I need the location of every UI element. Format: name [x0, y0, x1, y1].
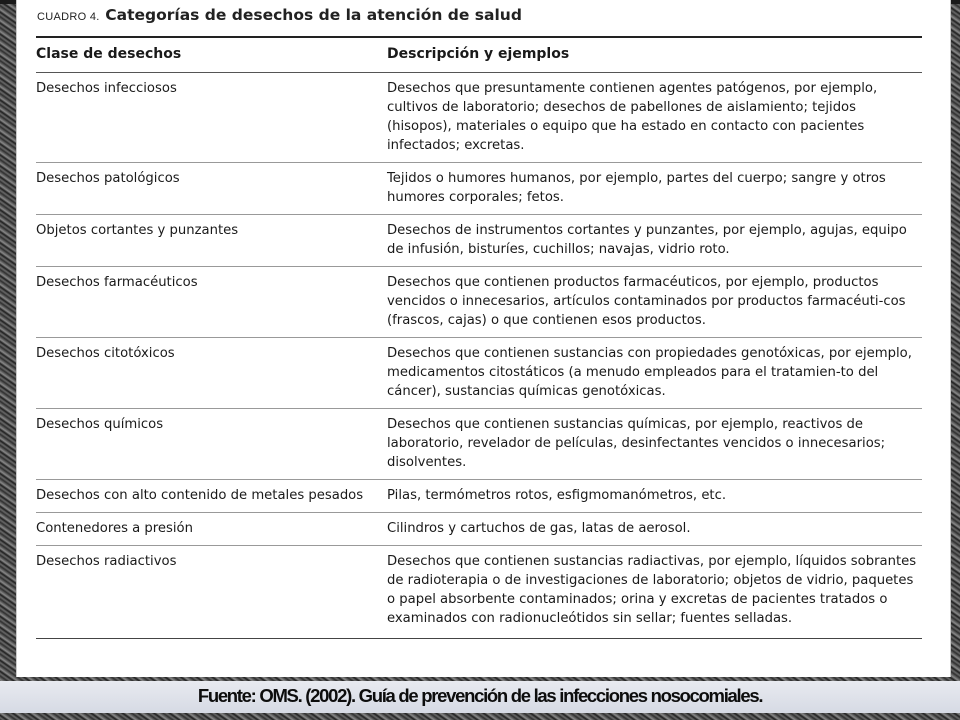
- header-clase: Clase de desechos: [36, 37, 387, 73]
- row-descripcion: Pilas, termómetros rotos, esfigmomanómetros, etc.: [387, 480, 922, 513]
- table-header-row: [36, 37, 922, 73]
- row-clase: Contenedores a presión: [36, 513, 387, 546]
- row-clase: Desechos radiactivos: [36, 546, 387, 639]
- row-clase: Desechos químicos: [36, 409, 387, 480]
- table-row: [36, 338, 922, 409]
- row-descripcion: Desechos que presuntamente contienen agentes patógenos, por ejemplo, cultivos de laboratorio; desechos de pabellones de aislamiento; tejidos (hisopos), materiales o equipo que ha estado en contacto con pacientes infectados; excretas.: [387, 73, 922, 163]
- source-citation: Fuente: OMS. (2002). Guía de prevención de las infecciones nosocomiales.: [197, 685, 763, 706]
- table-row: [36, 513, 922, 546]
- table-row: [36, 215, 922, 267]
- table-row: [36, 546, 922, 639]
- table-row: [36, 73, 922, 163]
- table-caption: [37, 6, 522, 24]
- row-descripcion: Cilindros y cartuchos de gas, latas de aerosol.: [387, 513, 922, 546]
- header-descripcion: Descripción y ejemplos: [387, 37, 922, 73]
- waste-categories-table: [36, 36, 922, 639]
- row-clase: Objetos cortantes y punzantes: [36, 215, 387, 267]
- row-clase: Desechos patológicos: [36, 163, 387, 215]
- row-descripcion: Desechos que contienen sustancias radiactivas, por ejemplo, líquidos sobrantes de radioterapia o de investigaciones de laboratorio; objetos de vidrio, paquetes o papel absorbente contaminados; orina y excretas de pacientes tratados o examinados con radionucleótidos sin sellar; fuentes selladas.: [387, 546, 922, 639]
- caption-label: CUADRO 4.: [37, 11, 100, 23]
- row-descripcion: Desechos que contienen sustancias con propiedades genotóxicas, por ejemplo, medicamentos citostáticos (a menudo empleados para el tratamien-to del cáncer), sustancias químicas genotóxicas.: [387, 338, 922, 409]
- table-row: [36, 267, 922, 338]
- row-descripcion: Desechos que contienen sustancias químicas, por ejemplo, reactivos de laboratorio, revelador de películas, desinfectantes vencidos o innecesarios; disolventes.: [387, 409, 922, 480]
- table-row: [36, 480, 922, 513]
- row-clase: Desechos farmacéuticos: [36, 267, 387, 338]
- table-row: [36, 163, 922, 215]
- row-descripcion: Desechos de instrumentos cortantes y punzantes, por ejemplo, agujas, equipo de infusión, bisturíes, cuchillos; navajas, vidrio roto.: [387, 215, 922, 267]
- document-page: [16, 0, 951, 677]
- row-descripcion: Desechos que contienen productos farmacéuticos, por ejemplo, productos vencidos o innecesarios, artículos contaminados por productos farmacéuti-cos (frascos, cajas) o que contienen esos productos.: [387, 267, 922, 338]
- row-clase: Desechos infecciosos: [36, 73, 387, 163]
- row-clase: Desechos citotóxicos: [36, 338, 387, 409]
- row-clase: Desechos con alto contenido de metales pesados: [36, 480, 387, 513]
- caption-title: Categorías de desechos de la atención de salud: [105, 6, 522, 24]
- table-row: [36, 409, 922, 480]
- row-descripcion: Tejidos o humores humanos, por ejemplo, partes del cuerpo; sangre y otros humores corporales; fetos.: [387, 163, 922, 215]
